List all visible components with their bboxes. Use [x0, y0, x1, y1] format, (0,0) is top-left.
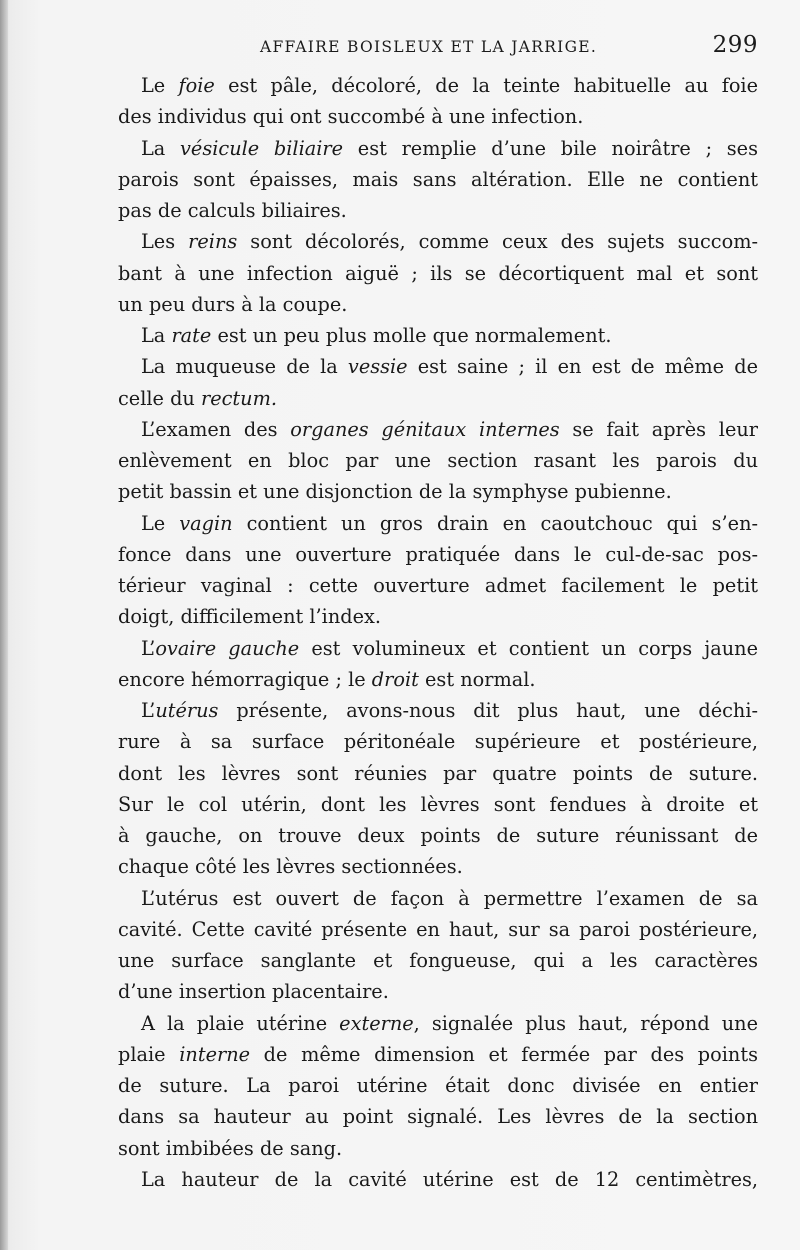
text-segment: térieur vaginal : cette ouverture admet facilement le petit [118, 574, 758, 597]
italic-term: foie [178, 74, 215, 97]
text-line [118, 508, 758, 539]
text-line [118, 633, 758, 664]
italic-term: rectum. [200, 386, 277, 410]
text-segment: rure à sa surface péritonéale supérieure et postérieure, [118, 730, 758, 754]
text-segment: fonce dans une ouverture pratiquée dans le cul-de-sac pos- [118, 542, 758, 566]
text-segment: L’examen des [141, 417, 291, 441]
italic-term: ovaire gauche [155, 636, 300, 660]
italic-term: interne [179, 1042, 251, 1066]
text-line [118, 789, 758, 820]
text-segment: celle du [118, 386, 201, 410]
text-line [118, 70, 758, 101]
text-line [118, 320, 758, 351]
text-segment: sont imbibées de sang. [118, 1136, 343, 1160]
text-segment: pas de calculs biliaires. [118, 199, 347, 222]
text-segment: une surface sanglante et fongueuse, qui a les caractères [118, 949, 758, 972]
italic-term: organes génitaux internes [290, 417, 560, 441]
text-segment: à gauche, on trouve deux points de suture réunissant de [118, 824, 758, 847]
text-line [118, 101, 758, 132]
text-segment: , signalée plus haut, répond une [413, 1011, 758, 1035]
text-line [118, 133, 758, 164]
text-line [118, 1101, 758, 1132]
text-segment: plaie [118, 1042, 180, 1066]
text-line [118, 945, 758, 976]
text-segment: chaque côté les lèvres sectionnées. [118, 855, 463, 879]
text-line [118, 226, 758, 257]
text-line [118, 1008, 758, 1039]
italic-term: vagin [179, 511, 233, 535]
text-line [118, 195, 758, 226]
text-segment: Les [141, 230, 189, 254]
text-segment: contient un gros drain en caoutchouc qui s’en- [232, 511, 758, 535]
text-segment: est pâle, décoloré, de la teinte habituelle au foie [214, 74, 758, 97]
text-segment: sont décolorés, comme ceux des sujets succom- [237, 230, 758, 254]
text-segment: encore hémorragique ; le [118, 667, 372, 691]
italic-term: droit [371, 667, 419, 691]
text-segment: est un peu plus molle que normalement. [211, 324, 612, 347]
text-segment: La hauteur de la cavité utérine est de 12 centimètres, [141, 1167, 758, 1191]
text-segment: est normal. [418, 667, 536, 691]
text-segment: des individus qui ont succombé à une infection. [118, 105, 584, 129]
text-line [118, 695, 758, 726]
text-line [118, 601, 758, 632]
text-segment: de même dimension et fermée par des points [250, 1042, 758, 1066]
text-line [118, 1039, 758, 1070]
text-line [118, 289, 758, 320]
text-line [118, 476, 758, 507]
text-line [118, 851, 758, 882]
running-title: AFFAIRE BOISLEUX ET LA JARRIGE. [260, 38, 598, 56]
text-segment: est saine ; il en est de même de [407, 355, 758, 379]
text-line [118, 1164, 758, 1195]
text-line [118, 820, 758, 851]
text-line [118, 383, 758, 414]
text-segment: se fait après leur [559, 417, 758, 441]
text-segment: Sur le col utérin, dont les lèvres sont fendues à droite et [118, 792, 758, 816]
text-segment: La muqueuse de la [141, 355, 348, 379]
text-segment: La [141, 136, 181, 160]
running-header [118, 32, 758, 66]
text-segment: Le [141, 74, 179, 97]
italic-term: externe [339, 1011, 414, 1035]
text-line [118, 758, 758, 789]
text-segment: Le [141, 511, 180, 535]
italic-term: utérus [155, 699, 219, 722]
text-line [118, 570, 758, 601]
text-segment: L’ [141, 699, 156, 722]
text-line [118, 664, 758, 695]
text-line [118, 258, 758, 289]
page-binding-edge [0, 0, 8, 1250]
text-segment: est remplie d’une bile noirâtre ; ses [343, 136, 758, 160]
text-segment: L’utérus est ouvert de façon à permettre l’examen de sa [141, 886, 758, 910]
text-segment: petit bassin et une disjonction de la symphyse pubienne. [118, 480, 672, 504]
text-segment: parois sont épaisses, mais sans altération. Elle ne contient [118, 167, 758, 191]
text-line [118, 539, 758, 570]
italic-term: reins [188, 230, 238, 254]
text-line [118, 914, 758, 945]
italic-term: vessie [347, 355, 408, 379]
text-segment: d’une insertion placentaire. [118, 980, 389, 1004]
text-line [118, 1070, 758, 1101]
page-number: 299 [712, 32, 758, 58]
text-segment: doigt, difficilement l’index. [118, 605, 382, 629]
text-line [118, 976, 758, 1007]
text-segment: dont les lèvres sont réunies par quatre points de suture. [118, 761, 758, 785]
text-segment: de suture. La paroi utérine était donc divisée en entier [118, 1074, 758, 1097]
italic-term: rate [171, 324, 212, 347]
text-segment: présente, avons-nous dit plus haut, une déchi- [218, 699, 758, 722]
italic-term: vésicule biliaire [180, 136, 344, 160]
text-line [118, 1133, 758, 1164]
text-line [118, 445, 758, 476]
text-segment: L’ [141, 636, 156, 660]
text-line [118, 164, 758, 195]
text-segment: bant à une infection aiguë ; ils se décortiquent mal et sont [118, 261, 758, 285]
text-segment: un peu durs à la coupe. [118, 292, 348, 316]
text-line [118, 351, 758, 382]
text-segment: cavité. Cette cavité présente en haut, sur sa paroi postérieure, [118, 917, 758, 941]
text-line [118, 414, 758, 445]
text-line [118, 726, 758, 757]
text-line [118, 883, 758, 914]
text-segment: A la plaie utérine [141, 1011, 340, 1035]
body-text [118, 70, 758, 1195]
text-segment: dans sa hauteur au point signalé. Les lèvres de la section [118, 1105, 758, 1129]
text-segment: est volumineux et contient un corps jaune [299, 636, 758, 660]
text-segment: La [141, 324, 172, 347]
text-segment: enlèvement en bloc par une section rasant les parois du [118, 449, 758, 472]
